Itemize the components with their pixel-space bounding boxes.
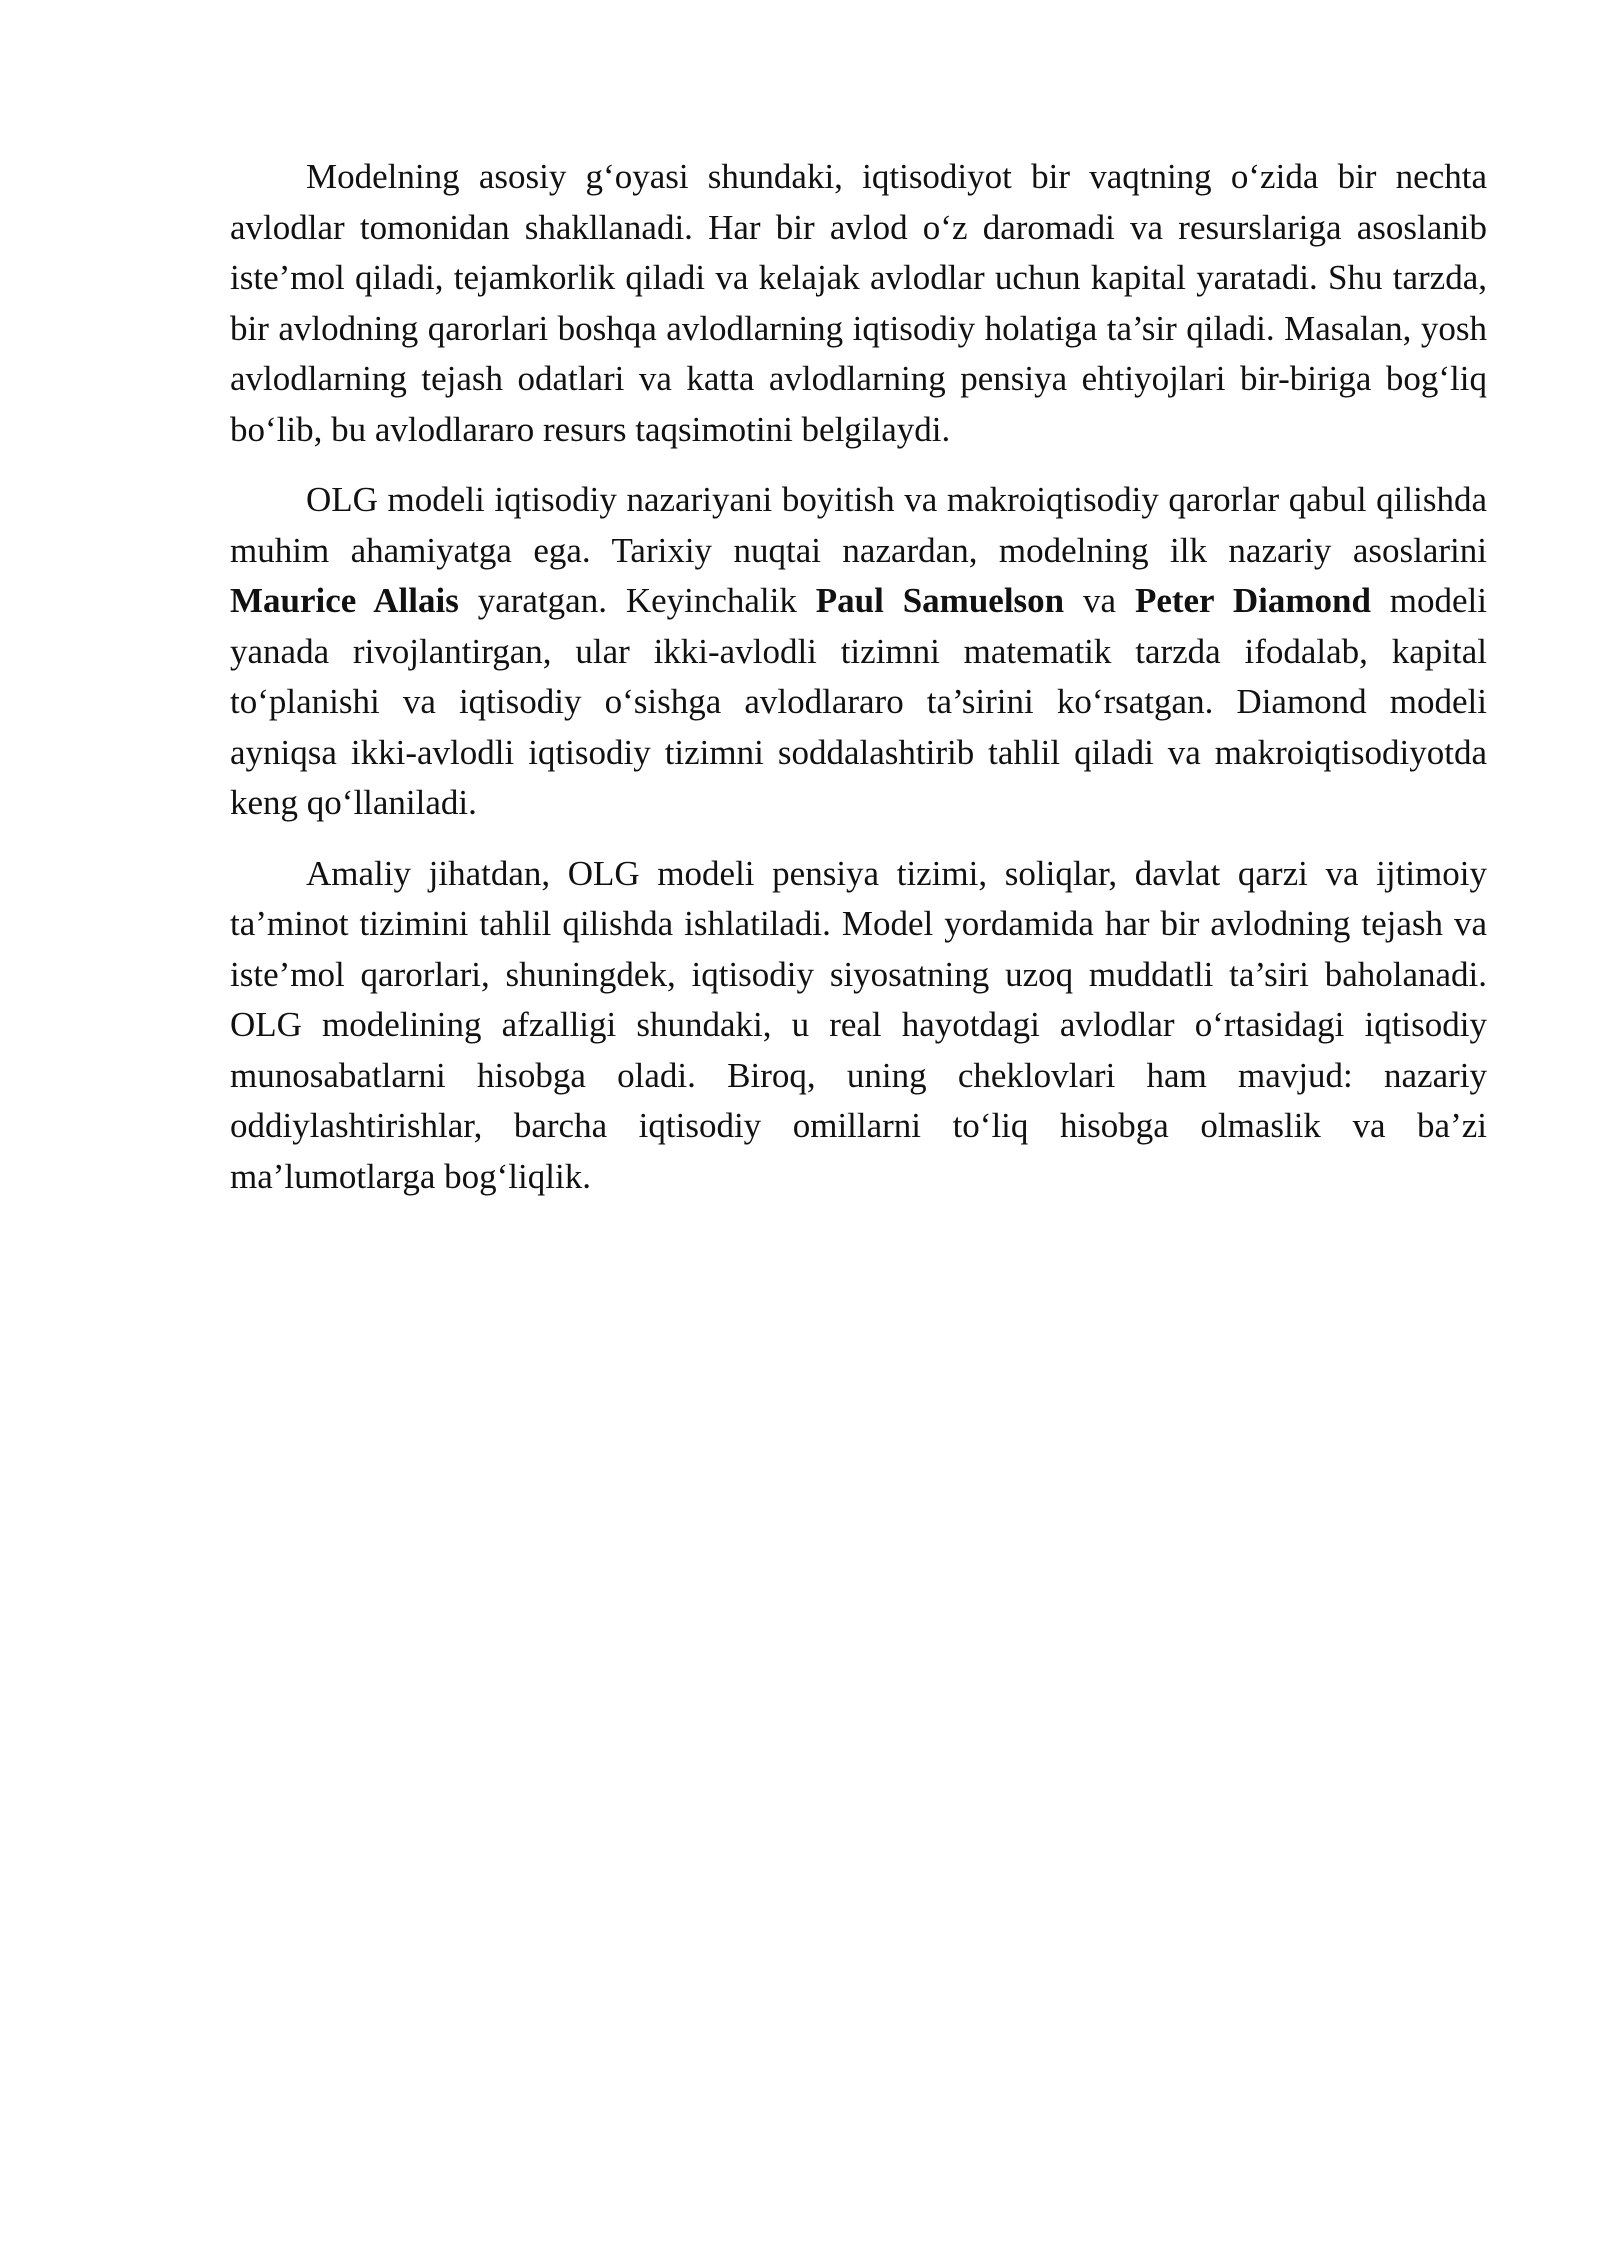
author-name-samuelson: Paul Samuelson: [815, 581, 1065, 620]
paragraph-text: va: [1064, 581, 1135, 620]
paragraph-olg-idea: [230, 152, 1487, 455]
paragraph-text: Amaliy jihatdan, OLG modeli pensiya tizimi, soliqlar, davlat qarzi va ijtimoiy ta’minot tizimini tahlil qilishda ishlatiladi. Model yordamida har bir avlodning tejash va iste’mol qarorlari, shuningdek, iqtisodiy siyosatning uzoq muddatli ta’siri baholanadi. OLG modelining afzalligi shundaki, u real hayotdagi avlodlar o‘rtasidagi iqtisodiy munosabatlarni hisobga oladi. Biroq, uning cheklovlari ham mavjud: nazariy oddiylashtirishlar, barcha iqtisodiy omillarni to‘liq hisobga olmaslik va ba’zi ma’lumotlarga bog‘liqlik.: [230, 853, 1487, 1196]
paragraph-text: Modelning asosiy g‘oyasi shundaki, iqtisodiyot bir vaqtning o‘zida bir nechta avlodlar tomonidan shakllanadi. Har bir avlod o‘z daromadi va resurslariga asoslanib iste’mol qiladi, tejamkorlik qiladi va kelajak avlodlar uchun kapital yaratadi. Shu tarzda, bir avlodning qarorlari boshqa avlodlarning iqtisodiy holatiga ta’sir qiladi. Masalan, yosh avlodlarning tejash odatlari va katta avlodlarning pensiya ehtiyojlari bir-biriga bog‘liq bo‘lib, bu avlodlararo resurs taqsimotini belgilaydi.: [230, 157, 1487, 449]
author-name-diamond: Peter Diamond: [1134, 581, 1371, 620]
document-body: [230, 152, 1487, 1222]
paragraph-text: yaratgan. Keyinchalik: [458, 581, 816, 620]
paragraph-olg-application: [230, 849, 1487, 1203]
paragraph-text: OLG modeli iqtisodiy nazariyani boyitish va makroiqtisodiy qarorlar qabul qilishda muhim ahamiyatga ega. Tarixiy nuqtai nazardan, modelning ilk nazariy asoslarini: [230, 480, 1487, 570]
author-name-allais: Maurice Allais: [230, 581, 459, 620]
paragraph-olg-history: [230, 475, 1487, 829]
paragraph-text: modeli yanada rivojlantirgan, ular ikki-avlodli tizimni matematik tarzda ifodalab, kapital to‘planishi va iqtisodiy o‘sishga avlodlararo ta’sirini ko‘rsatgan. Diamond modeli ayniqsa ikki-avlodli iqtisodiy tizimni soddalashtirib tahlil qiladi va makroiqtisodiyotda keng qo‘llaniladi.: [230, 581, 1487, 822]
